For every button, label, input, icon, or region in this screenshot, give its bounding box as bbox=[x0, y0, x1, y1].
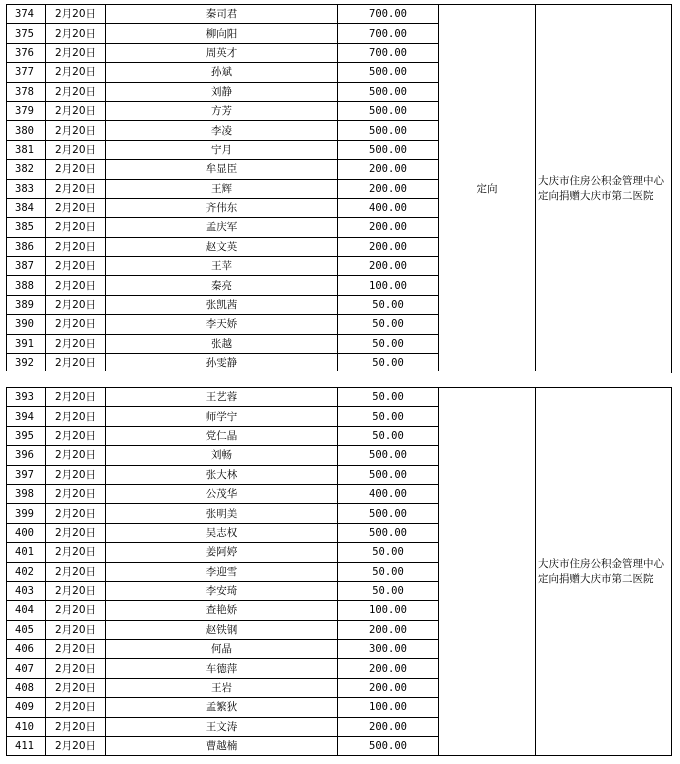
donation-amount: 50.00 bbox=[338, 562, 439, 581]
row-date: 2月20日 bbox=[46, 160, 106, 179]
donation-amount: 700.00 bbox=[338, 5, 439, 24]
donation-amount: 500.00 bbox=[338, 101, 439, 120]
row-number: 400 bbox=[7, 523, 46, 542]
row-date: 2月20日 bbox=[46, 276, 106, 295]
donor-name: 张凯茜 bbox=[106, 295, 338, 314]
row-number: 390 bbox=[7, 315, 46, 334]
row-date: 2月20日 bbox=[46, 101, 106, 120]
row-date: 2月20日 bbox=[46, 198, 106, 217]
donor-name: 宁月 bbox=[106, 140, 338, 159]
row-number: 382 bbox=[7, 160, 46, 179]
donation-amount: 100.00 bbox=[338, 698, 439, 717]
donation-amount: 500.00 bbox=[338, 82, 439, 101]
row-number: 386 bbox=[7, 237, 46, 256]
row-date: 2月20日 bbox=[46, 678, 106, 697]
row-number: 377 bbox=[7, 63, 46, 82]
row-date: 2月20日 bbox=[46, 446, 106, 465]
row-date: 2月20日 bbox=[46, 426, 106, 445]
row-number: 384 bbox=[7, 198, 46, 217]
row-number: 379 bbox=[7, 101, 46, 120]
donor-name: 王苹 bbox=[106, 257, 338, 276]
donation-amount: 100.00 bbox=[338, 601, 439, 620]
row-number: 375 bbox=[7, 24, 46, 43]
donor-name: 曹越楠 bbox=[106, 737, 338, 756]
row-date: 2月20日 bbox=[46, 523, 106, 542]
donor-name: 张越 bbox=[106, 334, 338, 353]
row-date: 2月20日 bbox=[46, 620, 106, 639]
donor-name: 车德萍 bbox=[106, 659, 338, 678]
donation-amount: 500.00 bbox=[338, 523, 439, 542]
donation-amount: 200.00 bbox=[338, 678, 439, 697]
donation-amount: 500.00 bbox=[338, 121, 439, 140]
row-date: 2月20日 bbox=[46, 237, 106, 256]
donation-amount: 400.00 bbox=[338, 484, 439, 503]
donation-amount: 200.00 bbox=[338, 717, 439, 736]
row-number: 383 bbox=[7, 179, 46, 198]
row-number: 406 bbox=[7, 640, 46, 659]
row-number: 395 bbox=[7, 426, 46, 445]
page-gap bbox=[6, 371, 671, 387]
donation-amount: 200.00 bbox=[338, 620, 439, 639]
donor-name: 李凌 bbox=[106, 121, 338, 140]
row-date: 2月20日 bbox=[46, 562, 106, 581]
donation-amount: 700.00 bbox=[338, 24, 439, 43]
row-number: 402 bbox=[7, 562, 46, 581]
donor-name: 方芳 bbox=[106, 101, 338, 120]
donation-amount: 200.00 bbox=[338, 237, 439, 256]
donor-name: 周英才 bbox=[106, 43, 338, 62]
row-number: 401 bbox=[7, 543, 46, 562]
row-number: 409 bbox=[7, 698, 46, 717]
row-date: 2月20日 bbox=[46, 24, 106, 43]
row-number: 398 bbox=[7, 484, 46, 503]
row-number: 396 bbox=[7, 446, 46, 465]
donor-name: 师学宁 bbox=[106, 407, 338, 426]
donation-amount: 200.00 bbox=[338, 218, 439, 237]
row-number: 392 bbox=[7, 354, 46, 373]
row-number: 376 bbox=[7, 43, 46, 62]
row-number: 387 bbox=[7, 257, 46, 276]
donor-name: 党仁晶 bbox=[106, 426, 338, 445]
donor-name: 吴志权 bbox=[106, 523, 338, 542]
row-number: 388 bbox=[7, 276, 46, 295]
donor-name: 李安琦 bbox=[106, 581, 338, 600]
donor-name: 姜阿婷 bbox=[106, 543, 338, 562]
donation-type: 定向 bbox=[439, 5, 536, 373]
row-number: 391 bbox=[7, 334, 46, 353]
row-number: 389 bbox=[7, 295, 46, 314]
donation-amount: 50.00 bbox=[338, 388, 439, 407]
row-number: 380 bbox=[7, 121, 46, 140]
row-number: 404 bbox=[7, 601, 46, 620]
row-date: 2月20日 bbox=[46, 698, 106, 717]
donor-name: 何晶 bbox=[106, 640, 338, 659]
row-date: 2月20日 bbox=[46, 543, 106, 562]
row-date: 2月20日 bbox=[46, 388, 106, 407]
row-date: 2月20日 bbox=[46, 640, 106, 659]
donor-name: 查艳娇 bbox=[106, 601, 338, 620]
donor-name: 柳向阳 bbox=[106, 24, 338, 43]
row-number: 411 bbox=[7, 737, 46, 756]
donation-amount: 50.00 bbox=[338, 334, 439, 353]
donor-name: 刘静 bbox=[106, 82, 338, 101]
row-date: 2月20日 bbox=[46, 5, 106, 24]
donor-name: 孙斌 bbox=[106, 63, 338, 82]
donor-name: 王文涛 bbox=[106, 717, 338, 736]
donation-amount: 500.00 bbox=[338, 63, 439, 82]
row-date: 2月20日 bbox=[46, 315, 106, 334]
row-number: 374 bbox=[7, 5, 46, 24]
row-date: 2月20日 bbox=[46, 465, 106, 484]
donation-amount: 400.00 bbox=[338, 198, 439, 217]
table-row bbox=[7, 388, 672, 407]
donor-name: 赵铁钢 bbox=[106, 620, 338, 639]
row-date: 2月20日 bbox=[46, 140, 106, 159]
row-date: 2月20日 bbox=[46, 218, 106, 237]
row-date: 2月20日 bbox=[46, 659, 106, 678]
donation-amount: 300.00 bbox=[338, 640, 439, 659]
donor-name: 张明美 bbox=[106, 504, 338, 523]
donation-type bbox=[439, 388, 536, 756]
donation-table-1 bbox=[6, 4, 672, 373]
row-date: 2月20日 bbox=[46, 407, 106, 426]
row-date: 2月20日 bbox=[46, 295, 106, 314]
donation-amount: 200.00 bbox=[338, 179, 439, 198]
row-date: 2月20日 bbox=[46, 257, 106, 276]
donor-name: 牟显臣 bbox=[106, 160, 338, 179]
row-date: 2月20日 bbox=[46, 179, 106, 198]
row-number: 410 bbox=[7, 717, 46, 736]
row-date: 2月20日 bbox=[46, 334, 106, 353]
row-date: 2月20日 bbox=[46, 601, 106, 620]
donation-amount: 50.00 bbox=[338, 543, 439, 562]
row-number: 397 bbox=[7, 465, 46, 484]
donor-name: 秦亮 bbox=[106, 276, 338, 295]
donation-amount: 500.00 bbox=[338, 465, 439, 484]
donation-amount: 500.00 bbox=[338, 504, 439, 523]
donation-amount: 500.00 bbox=[338, 737, 439, 756]
row-date: 2月20日 bbox=[46, 581, 106, 600]
recipient-note: 大庆市住房公积金管理中心定向捐赠大庆市第二医院 bbox=[536, 388, 672, 756]
donation-table-2 bbox=[6, 387, 672, 756]
row-number: 381 bbox=[7, 140, 46, 159]
row-number: 399 bbox=[7, 504, 46, 523]
row-date: 2月20日 bbox=[46, 484, 106, 503]
row-date: 2月20日 bbox=[46, 43, 106, 62]
table-row bbox=[7, 5, 672, 24]
row-date: 2月20日 bbox=[46, 354, 106, 373]
donation-amount: 700.00 bbox=[338, 43, 439, 62]
row-date: 2月20日 bbox=[46, 63, 106, 82]
donation-amount: 50.00 bbox=[338, 581, 439, 600]
recipient-note: 大庆市住房公积金管理中心定向捐赠大庆市第二医院 bbox=[536, 5, 672, 373]
donation-amount: 500.00 bbox=[338, 446, 439, 465]
donor-name: 孟庆军 bbox=[106, 218, 338, 237]
row-number: 408 bbox=[7, 678, 46, 697]
donation-amount: 50.00 bbox=[338, 295, 439, 314]
donation-amount: 50.00 bbox=[338, 315, 439, 334]
row-number: 405 bbox=[7, 620, 46, 639]
donor-name: 张大林 bbox=[106, 465, 338, 484]
donation-amount: 50.00 bbox=[338, 426, 439, 445]
row-number: 378 bbox=[7, 82, 46, 101]
donation-amount: 200.00 bbox=[338, 160, 439, 179]
row-date: 2月20日 bbox=[46, 82, 106, 101]
donor-name: 秦司君 bbox=[106, 5, 338, 24]
row-date: 2月20日 bbox=[46, 504, 106, 523]
row-number: 403 bbox=[7, 581, 46, 600]
donor-name: 李迎雪 bbox=[106, 562, 338, 581]
donor-name: 王岩 bbox=[106, 678, 338, 697]
donation-amount: 50.00 bbox=[338, 407, 439, 426]
donor-name: 齐伟东 bbox=[106, 198, 338, 217]
donation-amount: 500.00 bbox=[338, 140, 439, 159]
donor-name: 赵文英 bbox=[106, 237, 338, 256]
row-date: 2月20日 bbox=[46, 121, 106, 140]
donor-name: 孟繁狄 bbox=[106, 698, 338, 717]
donor-name: 王辉 bbox=[106, 179, 338, 198]
donation-amount: 200.00 bbox=[338, 659, 439, 678]
row-date: 2月20日 bbox=[46, 717, 106, 736]
donation-amount: 100.00 bbox=[338, 276, 439, 295]
donor-name: 王艺蓉 bbox=[106, 388, 338, 407]
row-number: 407 bbox=[7, 659, 46, 678]
donation-amount: 50.00 bbox=[338, 354, 439, 373]
donor-name: 李天娇 bbox=[106, 315, 338, 334]
row-number: 393 bbox=[7, 388, 46, 407]
donor-name: 孙雯静 bbox=[106, 354, 338, 373]
donor-name: 公茂华 bbox=[106, 484, 338, 503]
row-date: 2月20日 bbox=[46, 737, 106, 756]
row-number: 385 bbox=[7, 218, 46, 237]
row-number: 394 bbox=[7, 407, 46, 426]
donation-amount: 200.00 bbox=[338, 257, 439, 276]
donor-name: 刘畅 bbox=[106, 446, 338, 465]
